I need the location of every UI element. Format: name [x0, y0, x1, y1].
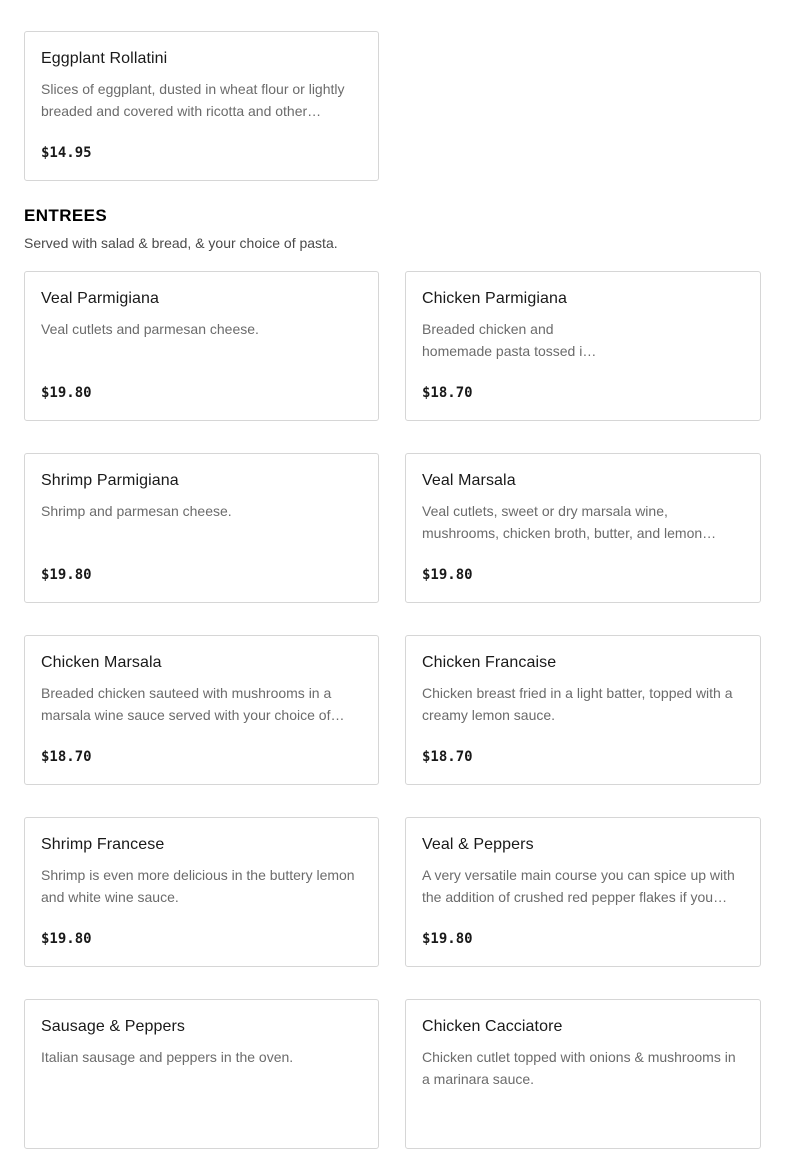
menu-item-card[interactable]: [405, 999, 761, 1149]
menu-item-name: Chicken Cacciatore: [422, 1018, 563, 1035]
menu-item-name: Shrimp Parmigiana: [41, 472, 179, 489]
menu-item-name: Chicken Francaise: [422, 654, 557, 671]
menu-item-description: Veal cutlets and parmesan cheese.: [41, 321, 259, 337]
menu-item-card[interactable]: [24, 271, 379, 421]
menu-item-name: Veal & Peppers: [422, 836, 534, 853]
menu-item-price: $18.70: [422, 749, 473, 765]
menu-item-price: $19.80: [41, 567, 92, 583]
section-subtitle: Served with salad & bread, & your choice of pasta.: [24, 235, 338, 251]
menu-item-card[interactable]: [405, 453, 761, 603]
menu-item-name: Sausage & Peppers: [41, 1018, 186, 1035]
menu-item-name: Eggplant Rollatini: [41, 50, 168, 67]
menu-item-name: Veal Parmigiana: [41, 290, 160, 307]
menu-item-card[interactable]: [24, 635, 379, 785]
menu-item-description: Shrimp and parmesan cheese.: [41, 503, 232, 519]
section-title: ENTREES: [24, 206, 108, 225]
menu-item-price: $18.70: [41, 749, 92, 765]
menu-item-description: Breaded chicken sauteed with mushrooms in a marsala wine sauce served with your choice of…: [41, 685, 345, 723]
menu-item-description: Chicken breast fried in a light batter, topped with a creamy lemon sauce.: [422, 685, 733, 723]
menu-item-name: Chicken Parmigiana: [422, 290, 567, 307]
menu-item-card[interactable]: [405, 635, 761, 785]
menu-item-description: Chicken cutlet topped with onions & mushrooms in a marinara sauce.: [422, 1049, 736, 1087]
menu-item-card[interactable]: [24, 31, 379, 181]
menu-item-name: Chicken Marsala: [41, 654, 162, 671]
menu-item-description: Shrimp is even more delicious in the buttery lemon and white wine sauce.: [41, 867, 355, 905]
menu-item-description: Slices of eggplant, dusted in wheat flour or lightly breaded and covered with ricotta and other…: [41, 81, 345, 119]
menu-item-description: Italian sausage and peppers in the oven.: [41, 1049, 294, 1065]
menu-item-description: Veal cutlets, sweet or dry marsala wine, mushrooms, chicken broth, butter, and lemon…: [422, 503, 717, 541]
menu-item-description: Breaded chicken and homemade pasta tossed i…: [422, 321, 597, 359]
menu-item-card[interactable]: [24, 817, 379, 967]
menu-item-price: $19.80: [41, 385, 92, 401]
menu-item-price: $19.80: [422, 931, 473, 947]
menu-item-name: Shrimp Francese: [41, 836, 165, 853]
menu-item-price: $19.80: [41, 931, 92, 947]
menu-item-card[interactable]: [405, 271, 761, 421]
menu-item-description: A very versatile main course you can spice up with the addition of crushed red pepper flakes if you…: [422, 867, 735, 905]
menu-item-name: Veal Marsala: [422, 472, 516, 489]
menu-item-price: $18.70: [422, 385, 473, 401]
menu-item-card[interactable]: [24, 453, 379, 603]
menu-item-price: $14.95: [41, 145, 92, 161]
menu-item-card[interactable]: [405, 817, 761, 967]
menu-item-price: $19.80: [422, 567, 473, 583]
menu-item-card[interactable]: [24, 999, 379, 1149]
